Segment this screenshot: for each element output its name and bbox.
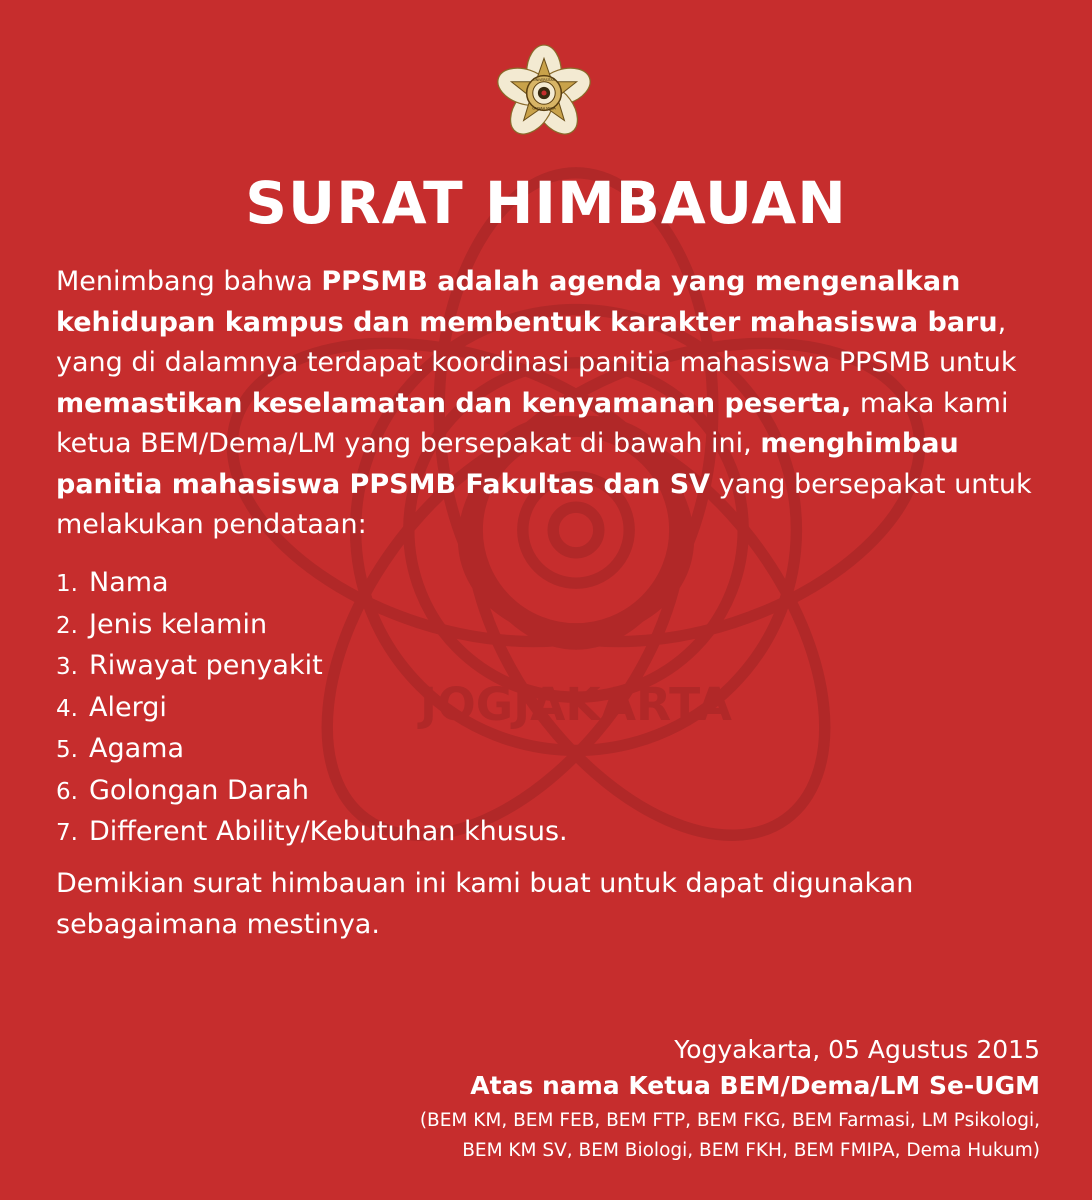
list-number: 3. bbox=[56, 654, 78, 680]
members-line: (BEM KM, BEM FEB, BEM FTP, BEM FKG, BEM Farmasi, LM Psikologi, bbox=[419, 1110, 1040, 1131]
list-number: 5. bbox=[56, 737, 78, 763]
list-text: Golongan Darah bbox=[89, 774, 310, 806]
list-number: 4. bbox=[56, 695, 78, 722]
intro-bold: memastikan keselamatan dan kenyamanan peserta, bbox=[56, 387, 852, 419]
list-number: 6. bbox=[56, 778, 78, 805]
list-text: Different Ability/Kebutuhan khusus. bbox=[89, 816, 568, 847]
list-item bbox=[56, 812, 568, 854]
intro-paragraph bbox=[56, 262, 1046, 546]
list-text: Alergi bbox=[89, 691, 167, 723]
list-text: Riwayat penyakit bbox=[89, 650, 323, 681]
place-date: Yogyakarta, 05 Agustus 2015 bbox=[674, 1035, 1040, 1064]
intro-text: , yang di dalamnya terdapat koordinasi panitia mahasiswa PPSMB untuk bbox=[56, 306, 1017, 378]
list-text: Agama bbox=[89, 733, 185, 764]
list-item bbox=[56, 688, 568, 730]
list-item bbox=[56, 646, 568, 688]
list-text: Nama bbox=[89, 567, 169, 598]
ugm-emblem-icon bbox=[493, 42, 595, 144]
page-title: SURAT HIMBAUAN bbox=[245, 169, 847, 237]
list-number: 1. bbox=[56, 571, 78, 597]
list-item bbox=[56, 729, 568, 771]
svg-text:JOGJAKARTA: JOGJAKARTA bbox=[420, 678, 732, 731]
member-organizations bbox=[240, 1106, 1040, 1166]
list-number: 7. bbox=[56, 820, 78, 846]
list-item bbox=[56, 605, 568, 647]
intro-bold: menghimbau panitia mahasiswa PPSMB Fakultas dan SV bbox=[56, 428, 959, 500]
list-item bbox=[56, 563, 568, 605]
intro-text: maka kami ketua BEM/Dema/LM yang bersepakat di bawah ini, bbox=[56, 387, 1009, 459]
list-text: Jenis kelamin bbox=[89, 608, 268, 640]
svg-text:UNIVERSITAS: UNIVERSITAS bbox=[533, 77, 555, 82]
signatory: Atas nama Ketua BEM/Dema/LM Se-UGM bbox=[470, 1071, 1040, 1100]
list-number: 2. bbox=[56, 612, 78, 639]
closing-paragraph: Demikian surat himbauan ini kami buat untuk dapat digunakan sebagaimana mestinya. bbox=[56, 868, 914, 940]
list-item bbox=[56, 771, 568, 813]
intro-text: yang bersepakat untuk melakukan pendataan: bbox=[56, 468, 1032, 540]
members-line: BEM KM SV, BEM Biologi, BEM FKH, BEM FMIPA, Dema Hukum) bbox=[462, 1140, 1040, 1161]
intro-bold: PPSMB adalah agenda yang mengenalkan kehidupan kampus dan membentuk karakter mahasiswa baru bbox=[56, 266, 998, 338]
signature-block bbox=[240, 1032, 1040, 1166]
svg-text:GADJAH MADA: GADJAH MADA bbox=[532, 106, 556, 111]
data-collection-list bbox=[56, 563, 568, 854]
intro-text: Menimbang bahwa bbox=[56, 266, 322, 297]
